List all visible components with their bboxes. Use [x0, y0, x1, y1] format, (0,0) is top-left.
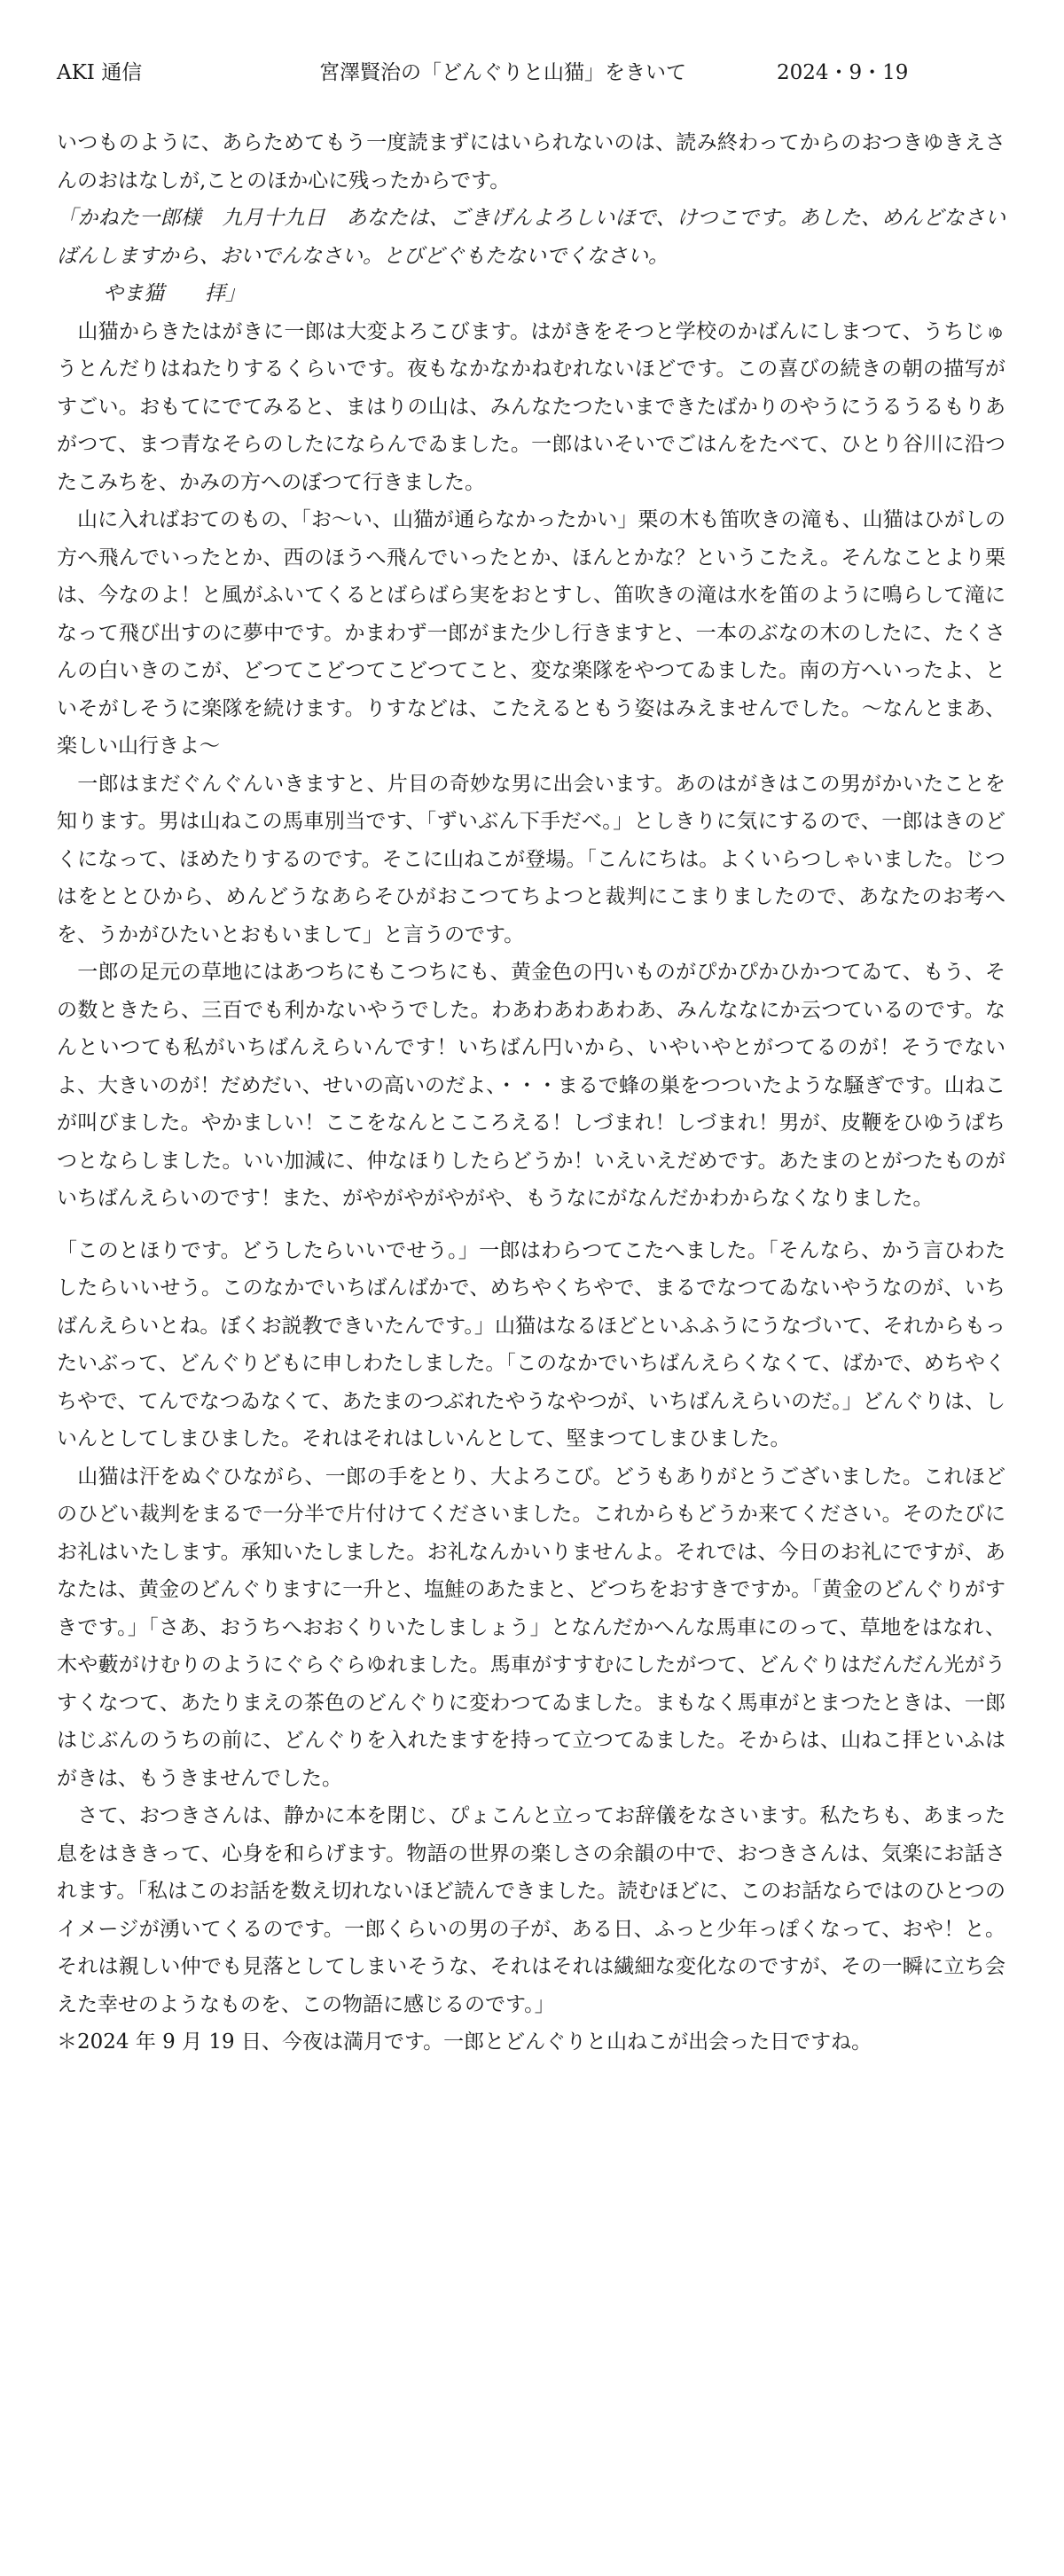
essay-body [57, 124, 1005, 2062]
paragraph-coachman: 一郎はまだぐんぐんいきますと、片目の奇妙な男に出会います。あのはがきはこの男がかいたことを知ります。男は山ねこの馬車別当です、「ずいぶん下手だべ。」としきりに気にするので、一郎はきのどくになって、ほめたりするのです。そこに山ねこが登場。「こんにちは。よくいらつしゃいました。じつはをととひから、めんどうなあらそひがおこつてちよつと裁判にこまりましたので、あなたのお考へを、うかがひたいとおもいまして」と言うのです。 [57, 772, 1005, 946]
paragraph-intro: いつものように、あらためてもう一度読まずにはいられないのは、読み終わってからのおつきゆきえさんのおはなしが,ことのほか心に残ったからです。 [57, 131, 1005, 192]
paragraph-storyteller: さて、おつきさんは、静かに本を閉じ、ぴょこんと立ってお辞儀をなさいます。私たちも、あまった息をはききって、心身を和らげます。物語の世界の楽しさの余韻の中で、おつきさんは、気楽にお話されます。「私はこのお話を数え切れないほど読んできました。読むほどに、このお話ならではのひとつのイメージが湧いてくるのです。一郎くらいの男の子が、ある日、ふっと少年っぽくなって、おや！と。それは親しい仲でも見落としてしまいそうな、それはそれは繊細な変化なのですが、その一瞬に立ち会えた幸せのようなものを、この物語に感じるのです。」 [57, 1804, 1005, 2016]
paragraph-judgment: 「このとほりです。どうしたらいいでせう。」一郎はわらつてこたへました。「そんなら、かう言ひわたしたらいいせう。このなかでいちばんばかで、めちやくちやで、まるでなつてゐないやうなのが、いちばんえらいとね。ぼくお説教できいたんです。」山猫はなるほどといふふうにうなづいて、それからもったいぶって、どんぐりどもに申しわたしました。「このなかでいちばんえらくなくて、ばかで、めちやくちやで、てんでなつゐなくて、あたまのつぶれたやうなやつが、いちばんえらいのだ。」どんぐりは、しいんとしてしまひました。それはそれはしいんとして、堅まつてしまひました。 [57, 1238, 1005, 1450]
quote-signature: やま猫 拝」 [103, 282, 246, 305]
newsletter-name: AKI 通信 [57, 61, 143, 84]
paragraph-acorns: 一郎の足元の草地にはあつちにもこつちにも、黄金色の円いものがぴかぴかひかつてゐて、もう、その数ときたら、三百でも利かないやうでした。わあわあわあわあ、みんななにか云つているのです。なんといつても私がいちばんえらいんです！いちばん円いから、いやいやとがつてるのが！そうでないよ、大きいのが！だめだい、せいの高いのだよ、・・・まるで蜂の巣をつついたような騒ぎです。山ねこが叫びました。やかましい！ここをなんとこころえる！しづまれ！しづまれ！男が、皮鞭をひゆうぱちつとならしました。いい加減に、仲なほりしたらどうか！いえいえだめです。あたまのとがつたものがいちばんえらいのです！また、がやがやがやがや、もうなにがなんだかわからなくなりました。 [57, 961, 1005, 1210]
quote-postcard: 「かねた一郎様 九月十九日 あなたは、ごきげんよろしいほで、けつこです。あした、めんどなさいばんしますから、おいでんなさい。とびどぐもたないでくなさい。 [57, 207, 1005, 268]
page-title: 宮澤賢治の「どんぐりと山猫」をきいて [319, 61, 686, 84]
footnote: ＊2024 年 9 月 19 日、今夜は満月です。一郎とどんぐりと山ねこが出会った日ですね。 [57, 2030, 872, 2054]
page-header [57, 57, 1005, 89]
paragraph-reward: 山猫は汗をぬぐひながら、一郎の手をとり、大よろこび。どうもありがとうございました。これほどのひどい裁判をまるで一分半で片付けてくださいました。これからもどうか来てください。そのたびにお礼はいたします。承知いたしました。お礼なんかいりませんよ。それでは、今日のお礼にですが、あなたは、黄金のどんぐりますに一升と、塩鮭のあたまと、どつちをおすきですか。「黄金のどんぐりがすきです。」「さあ、おうちへおおくりいたしましょう」となんだかへんな馬車にのって、草地をはなれ、木や藪がけむりのようにぐらぐらゆれました。馬車がすすむにしたがつて、どんぐりはだんだん光がうすくなつて、あたりまえの茶色のどんぐりに変わつてゐました。まもなく馬車がとまつたときは、一郎はじぶんのうちの前に、どんぐりを入れたますを持って立つてゐました。そからは、山ねこ拝といふはがきは、もうきませんでした。 [57, 1465, 1005, 1790]
issue-date: 2024・9・19 [777, 61, 909, 84]
paragraph-gap [57, 1218, 1005, 1232]
paragraph-mountain: 山に入ればおてのもの、「お〜い、山猫が通らなかったかい」栗の木も笛吹きの滝も、山猫はひがしの方へ飛んでいったとか、西のほうへ飛んでいったとか、ほんとかな？というこたえ。そんなことより栗は、今なのよ！と風がふいてくるとばらばら実をおとすし、笛吹きの滝は水を笛のように鳴らして滝になって飛び出すのに夢中です。かまわず一郎がまた少し行きますと、一本のぶなの木のしたに、たくさんの白いきのこが、どつてこどつてこどつてこと、変な楽隊をやつてゐました。南の方へいったよ、といそがしそうに楽隊を続けます。りすなどは、こたえるともう姿はみえませんでした。〜なんとまあ、楽しい山行きよ〜 [57, 508, 1005, 758]
paragraph-postcard-joy: 山猫からきたはがきに一郎は大変よろこびます。はがきをそつと学校のかばんにしまつて、うちじゅうとんだりはねたりするくらいです。夜もなかなかねむれないほどです。この喜びの続きの朝の描写がすごい。おもてにでてみると、まはりの山は、みんなたつたいまできたばかりのやうにうるうるもりあがつて、まつ青なそらのしたにならんでゐました。一郎はいそいでごはんをたべて、ひとり谷川に沿つたこみちを、かみの方へのぼつて行きました。 [57, 319, 1005, 494]
